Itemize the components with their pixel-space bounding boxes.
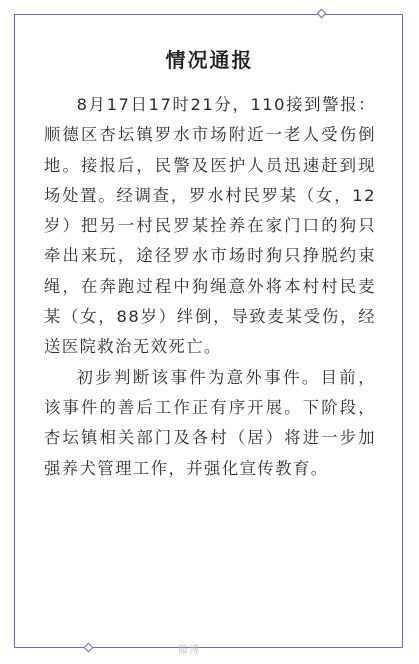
notice-paragraph-2: 初步判断该事件为意外事件。目前，该事件的善后工作正有序开展。下阶段，杏坛镇相关部门及各村（居）将进一步加强养犬管理工作，并强化宣传教育。 bbox=[44, 367, 376, 478]
notice-title: 情况通报 bbox=[165, 48, 254, 72]
notice-paragraph-1: 8月17日17时21分，110接到警报：顺德区杏坛镇罗水市场附近一老人受伤倒地。接报后，民警及医护人员迅速赶到现场处置。经调查，罗水村民罗某（女，12岁）把另一村民罗某拴养在家门口的狗只牵出来玩，途径罗水市场时狗只挣脱约束绳，在奔跑过程中狗绳意外将本村村民麦某（女，88岁）绊倒，导致麦某受伤，经送医院救治无效死亡。 bbox=[44, 95, 376, 357]
notice-body bbox=[44, 90, 376, 484]
weibo-watermark: 微博 bbox=[178, 645, 200, 656]
